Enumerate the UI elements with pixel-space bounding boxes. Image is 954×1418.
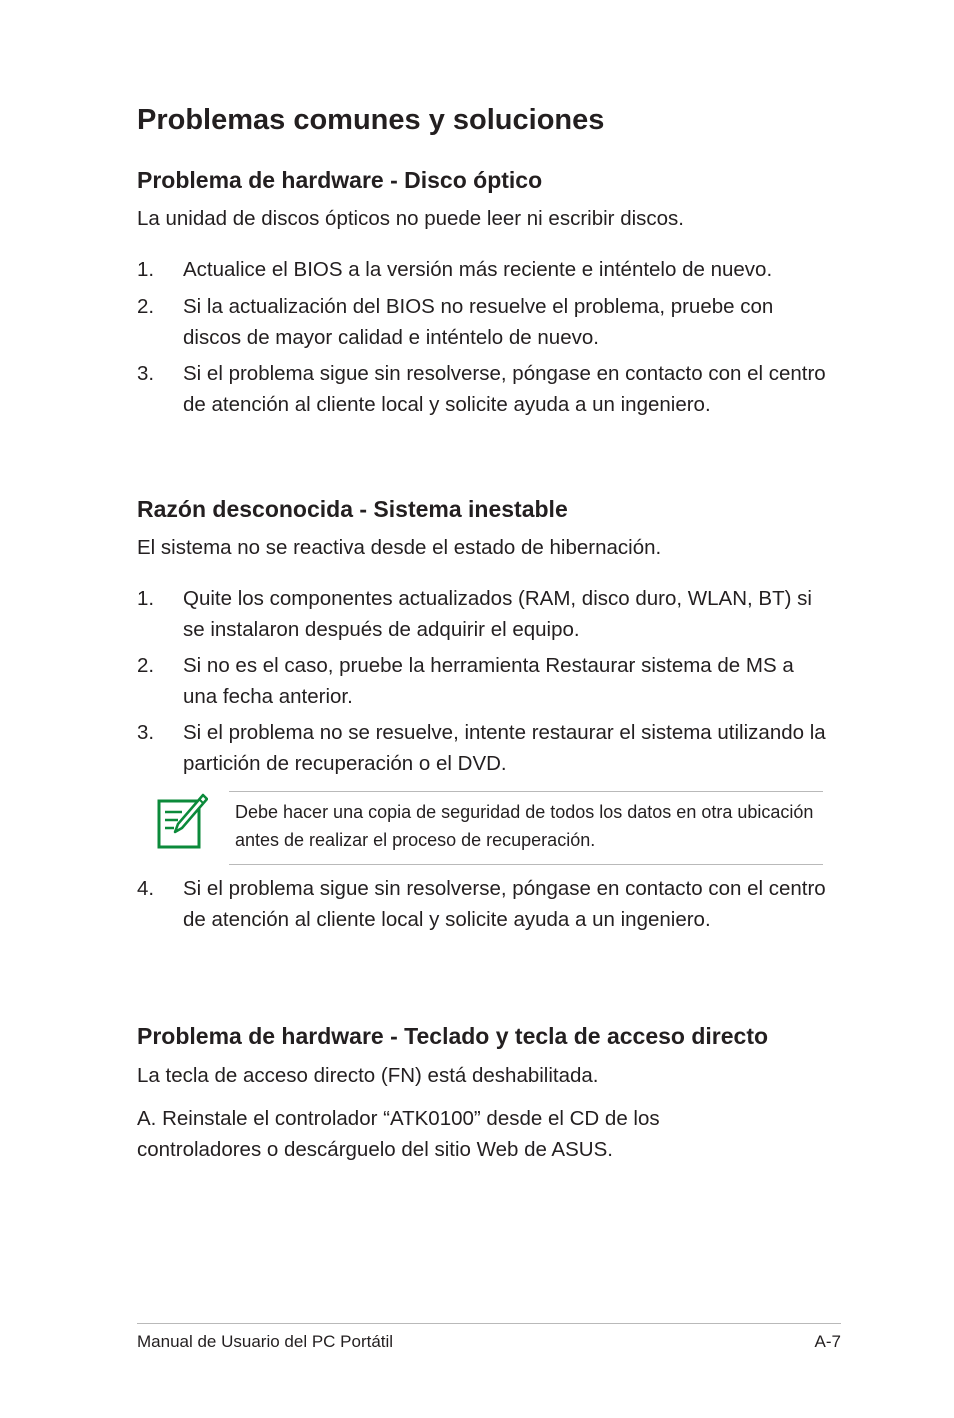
- step-text: A. Reinstale el controlador “ATK0100” desde el CD de los controladores o descárguelo del sitio Web de ASUS.: [137, 1107, 660, 1161]
- section-heading-optical-disc: Problema de hardware - Disco óptico: [137, 167, 543, 193]
- footer-page-number: A-7: [814, 1332, 841, 1351]
- list-item-text: Si la actualización del BIOS no resuelve el problema, pruebe con discos de mayor calidad e inténtelo de nuevo.: [183, 295, 774, 349]
- list-item-text: Actualice el BIOS a la versión más reciente e inténtelo de nuevo.: [183, 258, 773, 281]
- section-intro-optical-disc: La unidad de discos ópticos no puede leer ni escribir discos.: [137, 207, 684, 230]
- list-item-number: 3.: [137, 362, 155, 385]
- list-item-number: 1.: [137, 258, 155, 281]
- list-item-number: 3.: [137, 721, 155, 744]
- list-item-text: Si el problema sigue sin resolverse, póngase en contacto con el centro de atención al cliente local y solicite ayuda a un ingeniero.: [183, 362, 826, 416]
- list-item-text: Quite los componentes actualizados (RAM, disco duro, WLAN, BT) si se instalaron después de adquirir el equipo.: [183, 587, 812, 641]
- list-item-number: 1.: [137, 587, 155, 610]
- list-item-text: Si el problema no se resuelve, intente restaurar el sistema utilizando la partición de recuperación o el DVD.: [183, 721, 826, 775]
- footer-manual-title: Manual de Usuario del PC Portátil: [137, 1332, 394, 1351]
- page-title: Problemas comunes y soluciones: [137, 104, 605, 136]
- list-item-text: Si el problema sigue sin resolverse, póngase en contacto con el centro de atención al cliente local y solicite ayuda a un ingeniero.: [183, 877, 826, 931]
- list-item-text: Si no es el caso, pruebe la herramienta Restaurar sistema de MS a una fecha anterior.: [183, 654, 794, 708]
- note-text: Debe hacer una copia de seguridad de todos los datos en otra ubicación antes de realizar el proceso de recuperación.: [235, 802, 814, 850]
- list-item-number: 2.: [137, 654, 155, 677]
- list-item-number: 4.: [137, 877, 155, 900]
- section-intro-keyboard: La tecla de acceso directo (FN) está deshabilitada.: [137, 1064, 599, 1087]
- footer-divider: [137, 1323, 841, 1324]
- note-pencil-icon: [156, 792, 208, 850]
- list-item-number: 2.: [137, 295, 155, 318]
- section-intro-unstable-system: El sistema no se reactiva desde el estado de hibernación.: [137, 536, 662, 559]
- section-heading-unstable-system: Razón desconocida - Sistema inestable: [137, 496, 568, 522]
- note-box: [229, 791, 823, 865]
- section-heading-keyboard: Problema de hardware - Teclado y tecla de acceso directo: [137, 1023, 769, 1049]
